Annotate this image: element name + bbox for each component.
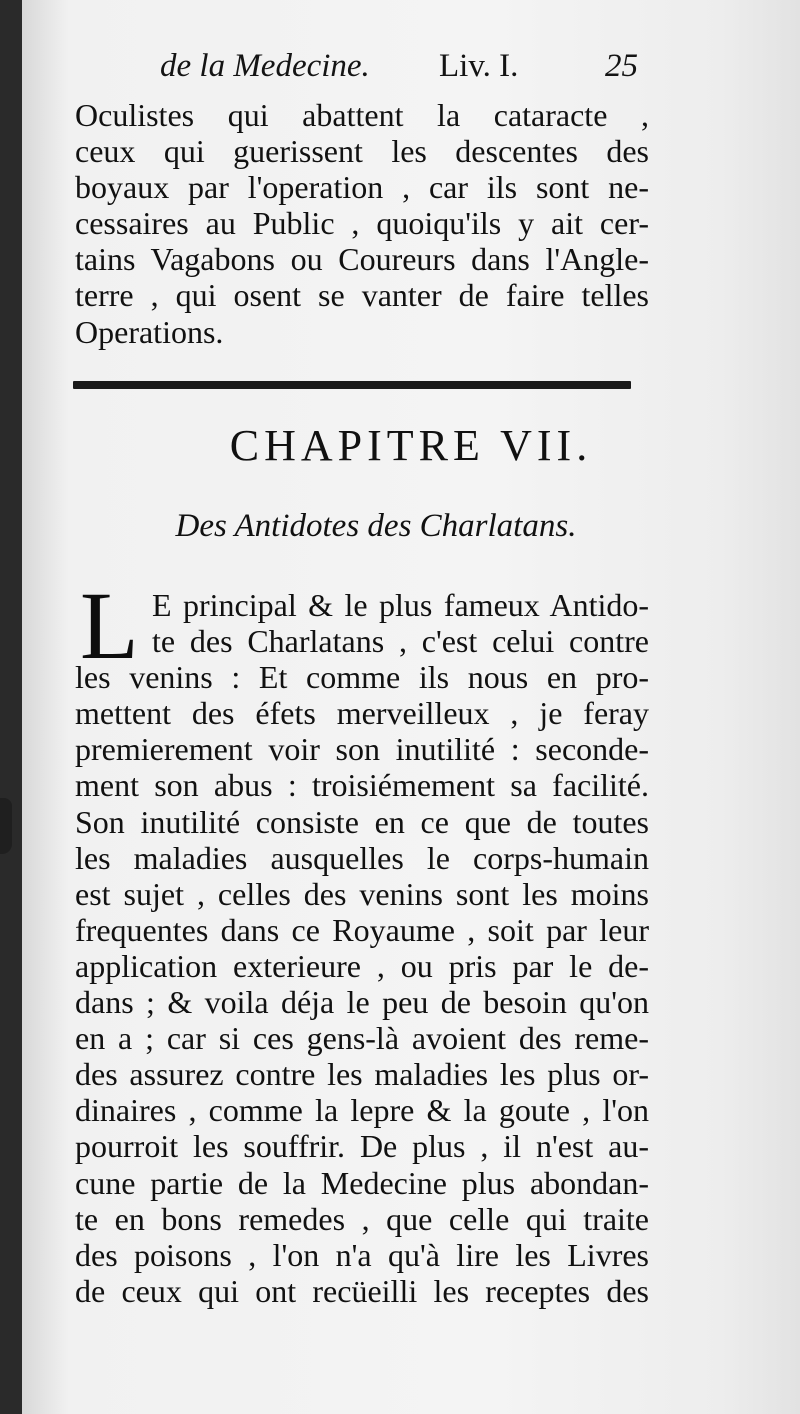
text-line: les venins : Et comme ils nous en pro-	[75, 659, 649, 696]
text-line: mettent des éfets merveilleux , je feray	[75, 695, 649, 732]
text-line: application exterieure , ou pris par le de-	[75, 947, 649, 984]
text-line: des assurez contre les maladies les plus or-	[75, 1056, 649, 1093]
text-line: E principal & le plus fameux Antido-	[152, 587, 649, 623]
book-page	[22, 0, 800, 1414]
drop-cap: L	[80, 572, 139, 679]
chapter-subtitle: Des Antidotes des Charlatans.	[175, 508, 577, 544]
page-tear-shadow	[0, 798, 12, 854]
running-header	[160, 48, 660, 92]
page-number: 25	[605, 48, 638, 84]
text-line: Son inutilité consiste en ce que de toutes	[75, 803, 649, 840]
text-line: te en bons remedes , que celle qui traite	[75, 1200, 649, 1237]
chapter-divider-rule	[73, 381, 631, 389]
text-line: les maladies ausquelles le corps-humain	[75, 839, 649, 876]
text-line: frequentes dans ce Royaume , soit par leur	[75, 911, 649, 948]
text-line: dans ; & voila déja le peu de besoin qu'on	[75, 984, 649, 1021]
text-line: cune partie de la Medecine plus abondan-	[75, 1164, 649, 1201]
text-line: Oculistes qui abattent la cataracte ,	[75, 97, 649, 133]
text-line: Operations.	[75, 313, 224, 350]
text-line: boyaux par l'operation , car ils sont ne-	[75, 169, 649, 206]
text-line: te des Charlatans , c'est celui contre	[152, 623, 649, 660]
text-line: dinaires , comme la lepre & la goute , l'on	[75, 1092, 649, 1129]
book-number: Liv. I.	[439, 48, 519, 84]
text-line: premierement voir son inutilité : seconde-	[75, 731, 649, 768]
running-title: de la Medecine.	[160, 48, 370, 84]
body-paragraph	[75, 572, 649, 1309]
text-line: est sujet , celles des venins sont les moins	[75, 875, 649, 912]
text-line: de ceux qui ont recüeilli les receptes des	[75, 1272, 649, 1309]
chapter-title: CHAPITRE VII.	[229, 421, 593, 470]
text-line: tains Vagabons ou Coureurs dans l'Angle-	[75, 241, 649, 278]
text-line: pourroit les souffrir. De plus , il n'est au-	[75, 1128, 649, 1165]
intro-paragraph	[75, 97, 649, 350]
text-line: en a ; car si ces gens-là avoient des reme-	[75, 1020, 649, 1057]
text-line: cessaires au Public , quoiqu'ils y ait cer-	[75, 205, 649, 242]
text-line: ceux qui guerissent les descentes des	[75, 133, 649, 170]
text-line: des poisons , l'on n'a qu'à lire les Livres	[75, 1236, 649, 1273]
text-line: terre , qui osent se vanter de faire telles	[75, 277, 649, 314]
text-line: ment son abus : troisiémement sa facilité.	[75, 767, 649, 804]
